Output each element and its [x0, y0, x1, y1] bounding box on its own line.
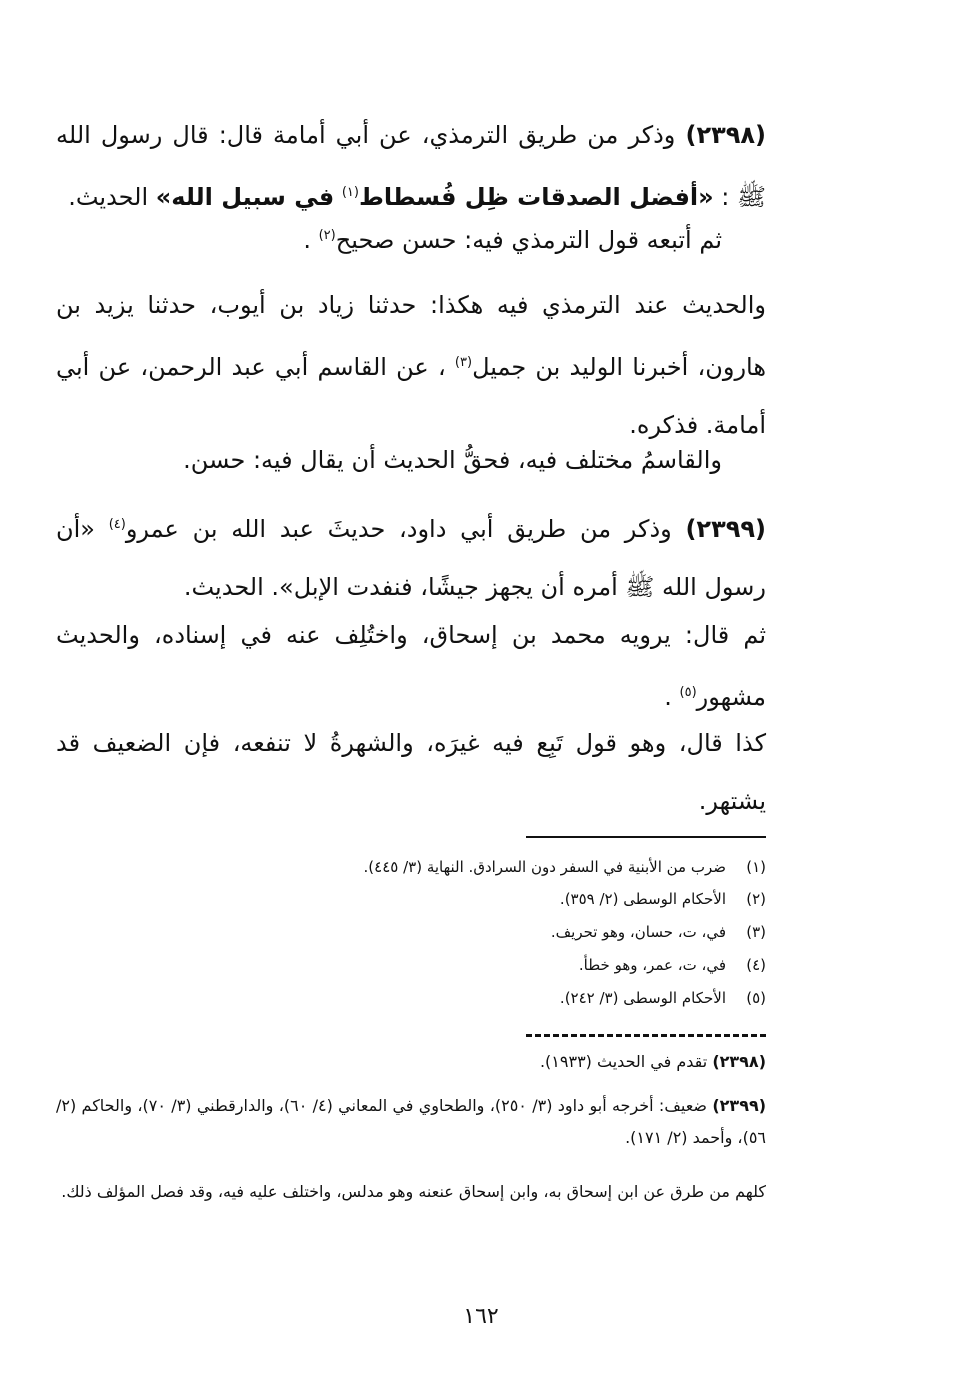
paragraph-text: .	[303, 226, 311, 254]
footnote-text: في، ت، عمر، وهو خطأ.	[578, 956, 726, 974]
footnote-text: ضرب من الأبنية في السفر دون السرادق. النهاية (٣/ ٤٤٥).	[363, 858, 726, 876]
footnote-number: (١)	[746, 858, 766, 876]
footnote-5	[560, 989, 766, 1007]
footnote-number: (٣)	[746, 923, 766, 941]
footnote-3	[551, 923, 766, 941]
takhrij-text: تقدم في الحديث (١٩٣٣).	[539, 1052, 708, 1071]
paragraph-comment	[56, 714, 766, 830]
footnote-4	[579, 956, 766, 974]
takhrij-2399	[56, 1090, 766, 1154]
footnote-ref: (٣)	[454, 355, 473, 370]
paragraph-text: والحديث عند الترمذي فيه هكذا: حدثنا زياد بن أيوب، حدثنا يزيد بن هارون، أخبرنا الوليد بن جميل	[56, 291, 766, 381]
paragraph-text: كذا قال، وهو قول تَبِع فيه غيرَه، والشهرةُ لا تنفعه، فإن الضعيف قد يشتهر.	[56, 729, 766, 815]
takhrij-2398	[540, 1052, 766, 1071]
takhrij-text: ضعيف: أخرجه أبو داود (٣/ ٢٥٠)، والطحاوي في المعاني (٤/ ٦٠)، والدارقطني (٣/ ٧٠)، والحاكم (٢/ ٥٦)، وأحمد (٢/ ١٧١).	[56, 1096, 766, 1147]
paragraph-qasim	[183, 446, 722, 474]
paragraph-2398	[56, 106, 766, 226]
takhrij-number: (٢٣٩٨)	[712, 1052, 766, 1071]
paragraph-text: وذكر من طريق الترمذي، عن أبي أمامة قال: قال رسول الله ﷺ :	[56, 121, 766, 211]
paragraph-text: «أن رسول الله ﷺ أمره أن يجهز جيشًا، فنفدت الإبل». الحديث.	[56, 515, 766, 601]
footnote-number: (٥)	[746, 989, 766, 1007]
paragraph-text: ثم أتبعه قول الترمذي فيه: حسن صحيح	[335, 226, 722, 254]
footnote-1	[364, 858, 766, 876]
paragraph-tirmidhi-grade	[303, 226, 722, 254]
footnote-number: (٢)	[746, 890, 766, 908]
paragraph-text: والقاسمُ مختلف فيه، فحقُّ الحديث أن يقال فيه: حسن.	[183, 446, 722, 474]
footnote-ref: (٤)	[108, 517, 126, 532]
footnote-ref: (٥)	[679, 685, 697, 700]
paragraph-text: وذكر من طريق أبي داود، حديثَ عبد الله بن عمرو	[125, 515, 672, 543]
paragraph-ibn-ishaq	[56, 606, 766, 726]
takhrij-separator	[526, 1034, 766, 1037]
footnote-2	[560, 890, 766, 908]
hadith-quote: في سبيل الله»	[155, 183, 335, 211]
footnote-separator	[526, 836, 766, 838]
hadith-quote: «أفضل الصدقات ظِل فُسطاط	[358, 183, 714, 211]
paragraph-text: ثم قال: يرويه محمد بن إسحاق، واختُلِف عنه في إسناده، والحديث مشهور	[56, 621, 766, 711]
hadith-number: (٢٣٩٩)	[685, 515, 766, 543]
footnote-text: الأحكام الوسطى (٣/ ٢٤٢).	[559, 989, 726, 1007]
paragraph-tirmidhi-isnad	[56, 276, 766, 454]
paragraph-text: .	[664, 683, 672, 711]
paragraph-2399	[56, 496, 766, 616]
takhrij-text: كلهم من طرق عن ابن إسحاق به، وابن إسحاق عنعنه وهو مدلس، واختلف عليه فيه، وقد فصل المؤلف ذلك.	[61, 1182, 766, 1201]
takhrij-number: (٢٣٩٩)	[712, 1096, 767, 1115]
paragraph-text: ، عن القاسم أبي عبد الرحمن، عن أبي أمامة. فذكره.	[56, 353, 766, 439]
hadith-number: (٢٣٩٨)	[685, 121, 766, 149]
footnote-text: في، ت، حسان، وهو تحريف.	[550, 923, 726, 941]
paragraph-text: الحديث.	[68, 183, 149, 211]
page-number: ١٦٢	[463, 1304, 499, 1329]
takhrij-note	[56, 1176, 766, 1208]
footnote-number: (٤)	[746, 956, 766, 974]
footnote-ref: (٢)	[318, 228, 336, 243]
footnote-ref: (١)	[341, 185, 359, 200]
footnote-text: الأحكام الوسطى (٢/ ٣٥٩).	[559, 890, 726, 908]
